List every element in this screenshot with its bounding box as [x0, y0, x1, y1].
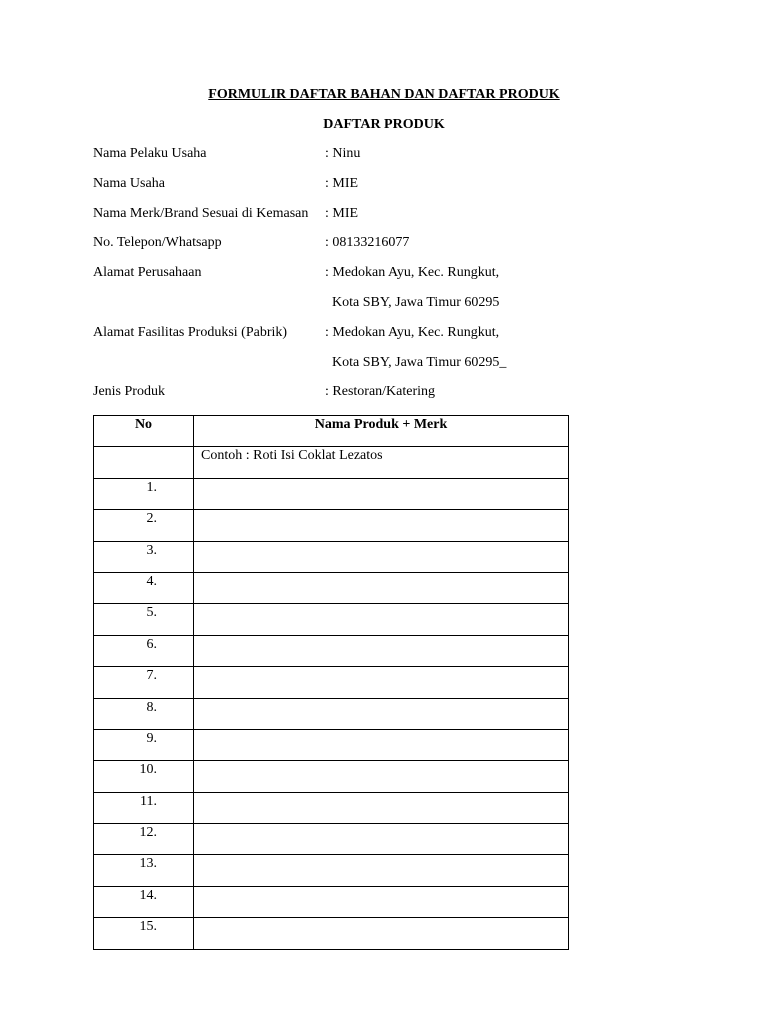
- product-rows: [94, 447, 569, 949]
- product-name-cell[interactable]: [194, 478, 569, 509]
- info-row-factory-address: [93, 325, 613, 355]
- info-row-factory-address-cont: [93, 355, 613, 385]
- product-name-cell[interactable]: [194, 729, 569, 760]
- info-value: : MIE: [325, 205, 359, 221]
- row-number: [94, 447, 194, 478]
- product-name-cell[interactable]: [194, 886, 569, 917]
- table-row: [94, 792, 569, 823]
- row-number: 9.: [94, 729, 194, 760]
- row-number: 7.: [94, 667, 194, 698]
- table-row: [94, 729, 569, 760]
- table-row-example: [94, 447, 569, 478]
- info-value: Kota SBY, Jawa Timur 60295: [332, 294, 500, 310]
- product-name-cell[interactable]: [194, 824, 569, 855]
- table-row: [94, 855, 569, 886]
- table-row: [94, 572, 569, 603]
- info-value: : Ninu: [325, 146, 361, 161]
- column-header-no: No: [94, 416, 194, 447]
- info-row-owner-name: [93, 146, 613, 176]
- product-name-cell[interactable]: [194, 572, 569, 603]
- info-label: Nama Pelaku Usaha: [93, 146, 207, 161]
- info-label: Nama Merk/Brand Sesuai di Kemasan: [93, 205, 309, 221]
- info-label: Nama Usaha: [93, 175, 165, 191]
- product-name-cell[interactable]: [194, 698, 569, 729]
- table-row: [94, 510, 569, 541]
- row-number: 15.: [94, 918, 194, 949]
- info-row-brand: [93, 206, 613, 236]
- form-subtitle: DAFTAR PRODUK: [323, 117, 445, 132]
- info-row-product-type: [93, 384, 613, 414]
- product-name-cell[interactable]: [194, 761, 569, 792]
- info-label: Alamat Perusahaan: [93, 265, 202, 281]
- info-label: Jenis Produk: [93, 384, 165, 400]
- info-row-company-address-cont: [93, 295, 613, 325]
- info-label: No. Telepon/Whatsapp: [93, 235, 222, 251]
- product-name-cell[interactable]: [194, 604, 569, 635]
- info-value: Kota SBY, Jawa Timur 60295_: [332, 354, 507, 370]
- product-table: [93, 415, 569, 950]
- table-row: [94, 667, 569, 698]
- row-number: 3.: [94, 541, 194, 572]
- info-label: Alamat Fasilitas Produksi (Pabrik): [93, 324, 288, 340]
- column-header-product-name: Nama Produk + Merk: [194, 416, 569, 447]
- example-product-name: Contoh : Roti Isi Coklat Lezatos: [194, 447, 569, 478]
- product-name-cell[interactable]: [194, 918, 569, 949]
- table-row: [94, 761, 569, 792]
- row-number: 5.: [94, 604, 194, 635]
- product-name-cell[interactable]: [194, 510, 569, 541]
- row-number: 10.: [94, 761, 194, 792]
- row-number: 14.: [94, 886, 194, 917]
- row-number: 13.: [94, 855, 194, 886]
- product-name-cell[interactable]: [194, 635, 569, 666]
- business-info: [93, 146, 613, 414]
- table-row: [94, 635, 569, 666]
- table-row: [94, 824, 569, 855]
- table-row: [94, 698, 569, 729]
- row-number: 1.: [94, 478, 194, 509]
- info-value: : 08133216077: [325, 235, 410, 251]
- product-name-cell[interactable]: [194, 792, 569, 823]
- table-row: [94, 886, 569, 917]
- info-value: : Restoran/Katering: [325, 384, 436, 400]
- row-number: 8.: [94, 698, 194, 729]
- info-row-phone: [93, 235, 613, 265]
- product-name-cell[interactable]: [194, 667, 569, 698]
- table-row: [94, 478, 569, 509]
- info-value: : Medokan Ayu, Kec. Rungkut,: [325, 265, 500, 281]
- table-row: [94, 604, 569, 635]
- info-value: : MIE: [325, 175, 359, 191]
- info-row-company-address: [93, 265, 613, 295]
- table-row: [94, 541, 569, 572]
- product-name-cell[interactable]: [194, 541, 569, 572]
- form-title: FORMULIR DAFTAR BAHAN DAN DAFTAR PRODUK: [208, 87, 560, 102]
- row-number: 6.: [94, 635, 194, 666]
- row-number: 11.: [94, 792, 194, 823]
- row-number: 12.: [94, 824, 194, 855]
- row-number: 4.: [94, 572, 194, 603]
- table-header-row: [94, 416, 569, 447]
- table-row: [94, 918, 569, 949]
- row-number: 2.: [94, 510, 194, 541]
- info-value: : Medokan Ayu, Kec. Rungkut,: [325, 324, 500, 340]
- product-name-cell[interactable]: [194, 855, 569, 886]
- info-row-business-name: [93, 176, 613, 206]
